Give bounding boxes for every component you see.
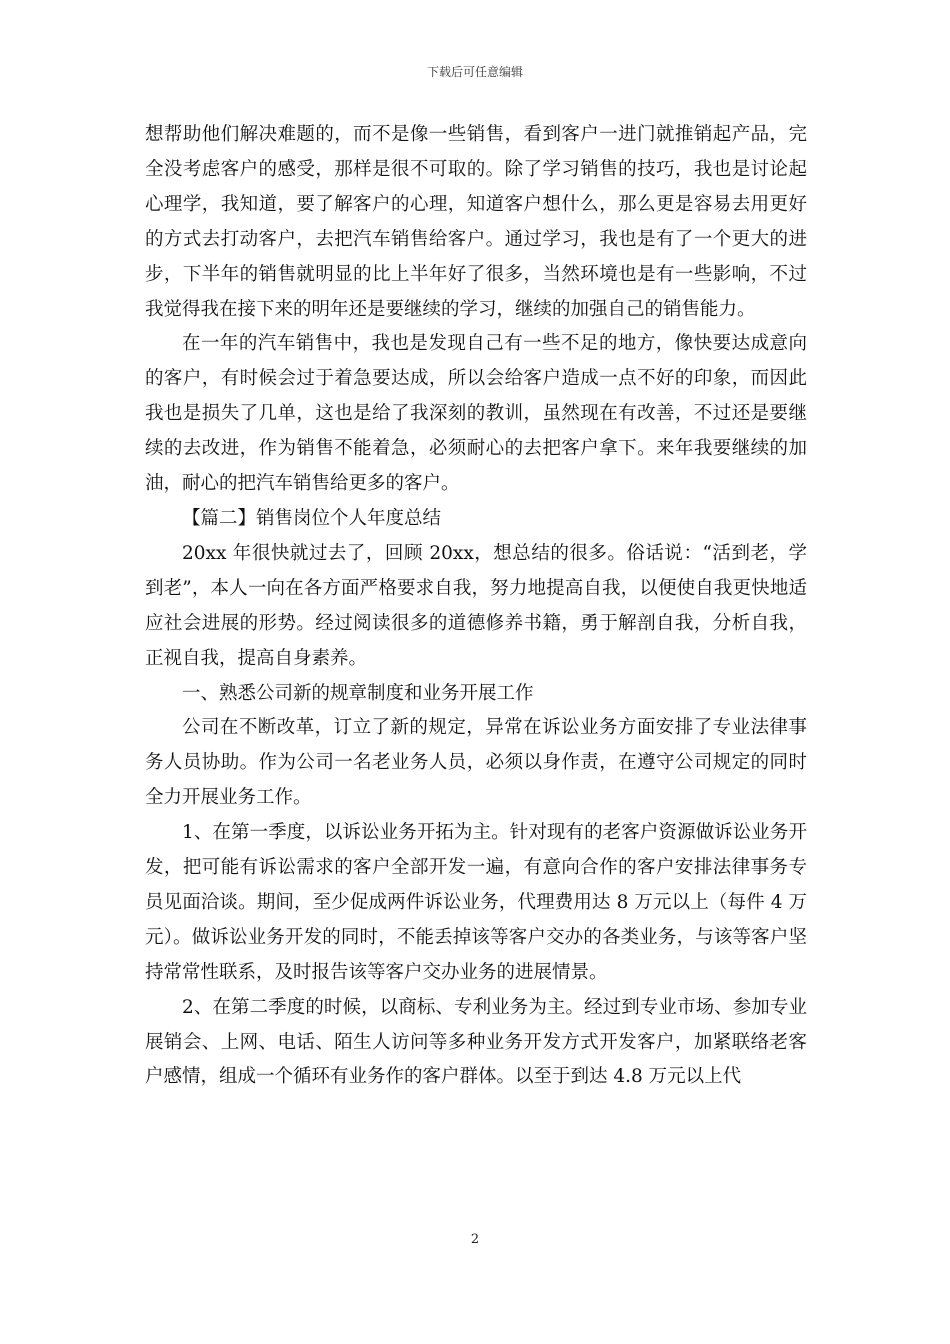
text-line: 【篇二】销售岗位个人年度总结 xyxy=(182,507,442,529)
text-line: 一、熟悉公司新的规章制度和业务开展工作 xyxy=(182,682,534,704)
text-line: 件 4 万元）。做诉讼业务开发的同时，不能丢掉该等客户交办的各类业务，与 xyxy=(145,891,807,948)
document-body xyxy=(145,118,807,1095)
text-line: 在一年的汽车销售中，我也是发现自己有一些不足的地方，像快要达成意 xyxy=(182,333,789,355)
text-line: 务专员见面洽谈。期间，至少促成两件诉讼业务，代理费用达 8 万元以上（每 xyxy=(145,857,807,913)
text-line: 售能力。 xyxy=(681,298,756,320)
text-line: 想帮助他们解决难题的，而不是像一些销售，看到客户一进门就推销起产品， xyxy=(145,124,789,145)
paragraph xyxy=(145,991,807,1096)
text-line: 地适应社会进展的形势。经过阅读很多的道德修养书籍，勇于解剖自我，分析 xyxy=(145,577,807,634)
text-line: 向的客户，有时候会过于着急要达成，所以会给客户造成一点不好的印象，而 xyxy=(145,333,807,390)
text-line: 同时全力开展业务工作。 xyxy=(145,752,807,809)
text-line: 影响，不过我觉得我在接下来的明年还是要继续的学习，继续的加强自己的销 xyxy=(145,263,807,320)
paragraph xyxy=(145,677,807,712)
text-line: 开发，把可能有诉讼需求的客户全部开发一遍，有意向合作的客户安排法律事 xyxy=(145,822,807,879)
page-number: 2 xyxy=(470,1232,480,1247)
paragraph xyxy=(145,711,807,816)
paragraph xyxy=(145,816,807,991)
paragraph xyxy=(145,327,807,502)
text-line: 20xx 年很快就过去了，回顾 20xx，想总结的很多。俗话说：“活到老，学 xyxy=(182,542,807,564)
text-line: 事务人员协助。作为公司一名老业务人员，必须以身作责，在遵守公司规定的 xyxy=(145,717,807,774)
text-line: 完全没考虑客户的感受，那样是很不可取的。除了学习销售的技巧，我也是讨 xyxy=(145,124,807,180)
text-line: 因此我也是损失了几单，这也是给了我深刻的教训，虽然现在有改善，不过还 xyxy=(145,368,807,425)
text-line: 业展销会、上网、电话、陌生人访问等多种业务开发方式开发客户，加紧联络 xyxy=(145,996,807,1053)
paragraph xyxy=(145,537,807,677)
text-line: 老客户感情，组成一个循环有业务作的客户群体。以至于到达 4.8 万元以上代 xyxy=(145,1031,807,1088)
text-line: 论起心理学，我知道，要了解客户的心理，知道客户想什么，那么更是容易去 xyxy=(145,158,807,215)
paragraph xyxy=(145,502,807,537)
text-line: 是要继续的去改进，作为销售不能着急，必须耐心的去把客户拿下。来年我要 xyxy=(145,403,807,460)
text-line: 更大的进步，下半年的销售就明显的比上半年好了很多，当然环境也是有一些 xyxy=(145,228,807,285)
paragraph xyxy=(145,118,807,327)
text-line: 自我，正视自我，提高自身素养。 xyxy=(145,612,807,669)
text-line: 到老”，本人一向在各方面严格要求自我，努力地提高自我，以便使自我更快 xyxy=(145,577,770,599)
text-line: 用更好的方式去打动客户，去把汽车销售给客户。通过学习，我也是有了一个 xyxy=(145,193,807,250)
text-line: 公司在不断改革，订立了新的规定，异常在诉讼业务方面安排了专业法律 xyxy=(182,717,789,739)
text-line: 继续的加油，耐心的把汽车销售给更多的客户。 xyxy=(145,438,807,495)
page-header: 下载后可任意编辑 xyxy=(426,65,523,79)
text-line: 该等客户坚持常常性联系，及时报告该等客户交办业务的进展情景。 xyxy=(145,926,807,983)
text-line: 2、在第二季度的时候，以商标、专利业务为主。经过到专业市场、参加专 xyxy=(182,996,789,1018)
text-line: 1、在第一季度，以诉讼业务开拓为主。针对现有的老客户资源做诉讼业务 xyxy=(182,822,789,844)
